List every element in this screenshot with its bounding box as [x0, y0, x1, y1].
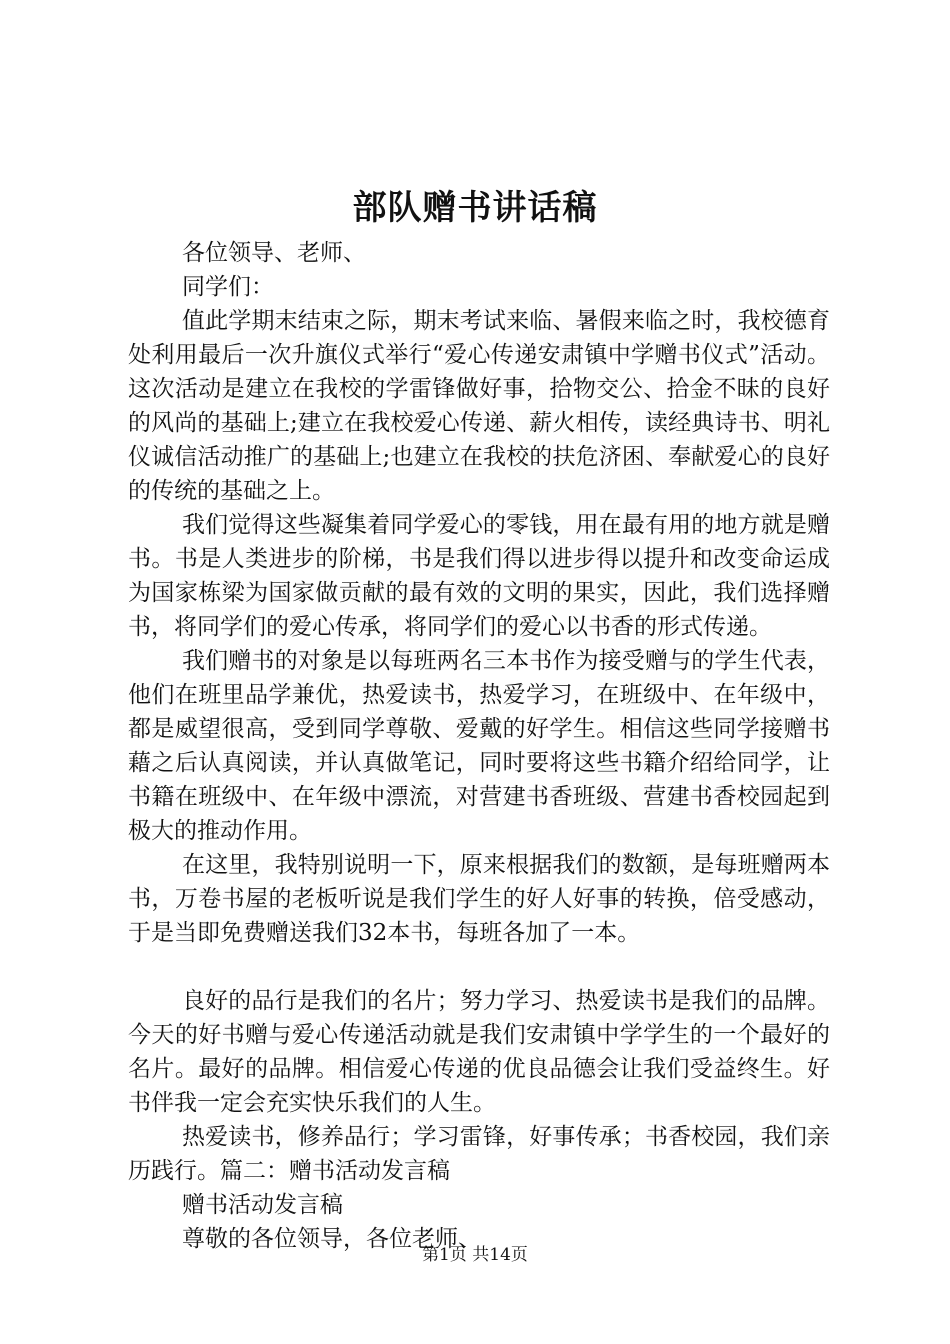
paragraph-5: 良好的品行是我们的名片；努力学习、热爱读书是我们的品牌。今天的好书赠与爱心传递活动就是我们安肃镇中学学生的一个最好的名片。最好的品牌。相信爱心传递的优良品德会让我们受益终生。好书伴我一定会充实快乐我们的人生。 [128, 988, 830, 1116]
paragraph-1: 值此学期末结束之际，期末考试来临、暑假来临之时，我校德育处利用最后一次升旗仪式举行“爱心传递安肃镇中学赠书仪式”活动。这次活动是建立在我校的学雷锋做好事，拾物交公、拾金不昧的良好的风尚的基础上;建立在我校爱心传递、薪火相传，读经典诗书、明礼仪诚信活动推广的基础上;也建立在我校的扶危济困、奉献爱心的良好的传统的基础之上。 [128, 308, 830, 504]
page-number: 第1页 共14页 [422, 1245, 528, 1265]
paragraph-2: 我们觉得这些凝集着同学爱心的零钱，用在最有用的地方就是赠书。书是人类进步的阶梯，书是我们得以进步得以提升和改变命运成为国家栋梁为国家做贡献的最有效的文明的果实，因此，我们选择赠书，将同学们的爱心传承，将同学们的爱心以书香的形式传递。 [128, 512, 830, 640]
paragraph-3: 我们赠书的对象是以每班两名三本书作为接受赠与的学生代表，他们在班里品学兼优，热爱读书，热爱学习，在班级中、在年级中，都是威望很高，受到同学尊敬、爱戴的好学生。相信这些同学接赠书藉之后认真阅读，并认真做笔记，同时要将这些书籍介绍给同学，让书籍在班级中、在年级中漂流，对营建书香班级、营建书香校园起到极大的推动作用。 [128, 648, 830, 844]
salutation-line-1: 各位领导、老师、 [182, 240, 366, 266]
paragraph-6: 热爱读书，修养品行；学习雷锋，好事传承；书香校园，我们亲历践行。篇二：赠书活动发言稿 [128, 1124, 830, 1184]
section-heading: 赠书活动发言稿 [182, 1192, 343, 1218]
paragraph-spacer [128, 950, 830, 984]
document-title: 部队赠书讲话稿 [352, 188, 598, 228]
paragraph-4: 在这里，我特别说明一下，原来根据我们的数额，是每班赠两本书，万卷书屋的老板听说是我们学生的好人好事的转换，倍受感动，于是当即免费赠送我们32本书，每班各加了一本。 [128, 852, 830, 946]
document-body [128, 236, 830, 1256]
salutation-line-2: 同学们： [182, 274, 274, 300]
salutation-line-3: 尊敬的各位领导，各位老师、 [182, 1226, 481, 1252]
